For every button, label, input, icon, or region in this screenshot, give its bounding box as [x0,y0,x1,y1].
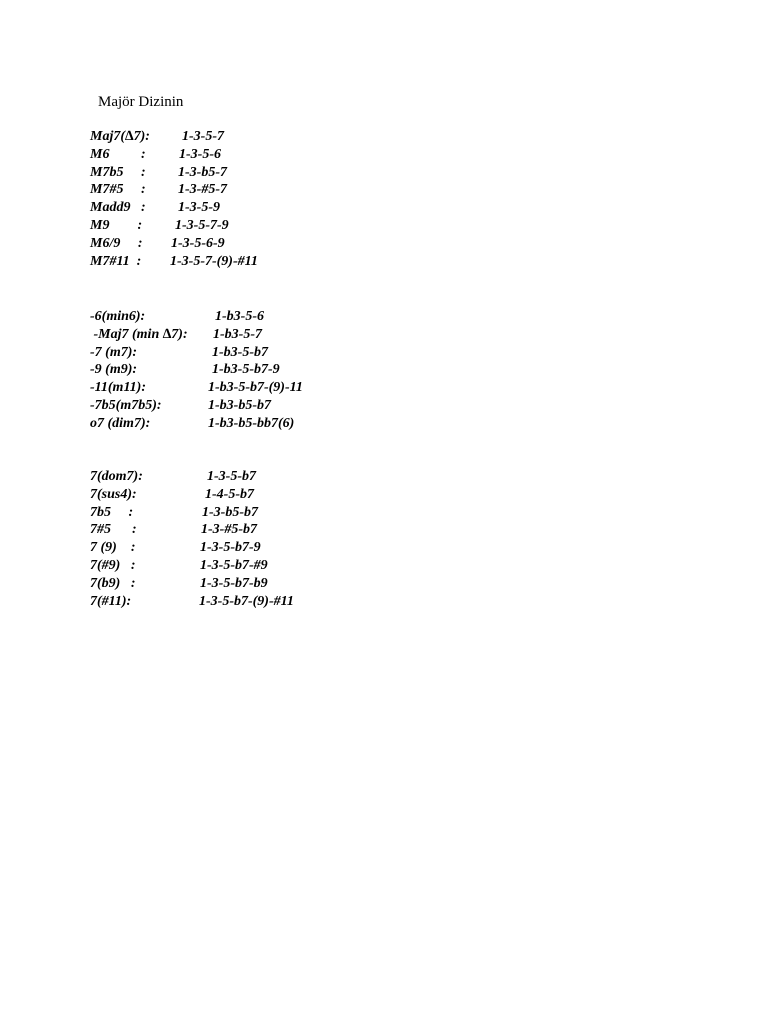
chord-name: M6/9 : [90,235,143,251]
chord-formula: 1-b3-5-b7 [212,344,268,360]
chord-name: o7 (dim7): [90,415,151,431]
chord-name: 7(b9) : [90,575,136,591]
chord-name: 7(sus4): [90,486,137,502]
chord-formula: 1-3-#5-7 [178,182,227,198]
chord-formula: 1-3-5-9 [178,200,220,216]
chord-formula: 1-3-5-7-(9)-#11 [170,253,258,269]
chord-name: M7b5 : [90,164,146,180]
chord-formula: 1-b3-5-b7-9 [212,362,280,378]
chord-formula: 1-b3-5-b7-(9)-11 [208,380,303,396]
page-title: Majör Dizinin [98,94,184,110]
chord-formula: 1-3-5-7 [182,129,224,144]
chord-formula: 1-3-5-b7-(9)-#11 [199,593,294,609]
chord-name: M9 : [90,217,143,233]
chord-name: -11(m11): [90,380,146,396]
chord-formula: 1-3-5-7-9 [175,217,229,233]
chord-name: -7 (m7): [90,344,138,360]
chord-name: -6(min6): [90,309,146,324]
chord-formula: 1-3-5-6-9 [171,235,225,251]
chord-formula: 1-3-b5-b7 [202,504,258,520]
chord-name: M7#11 : [90,253,142,269]
chord-name: 7#5 : [90,522,137,538]
chord-formula: 1-3-5-6 [179,146,221,162]
chord-name: -7b5(m7b5): [90,397,162,413]
chord-formula: 1-3-5-b7-b9 [200,575,268,591]
chord-formula: 1-3-5-b7-9 [200,540,261,556]
chord-formula: 1-b3-b5-bb7(6) [208,415,295,431]
chord-name: Madd9 : [90,200,146,216]
chord-name: 7(#11): [90,593,132,609]
chord-name: -9 (m9): [90,362,138,378]
chord-formula: 1-3-b5-7 [178,164,227,180]
chord-formula: 1-b3-5-7 [213,326,262,342]
chord-name: 7(dom7): [90,469,143,484]
chord-formula: 1-4-5-b7 [205,486,254,502]
chord-formula: 1-3-5-b7 [207,469,256,484]
chord-name: M7#5 : [90,182,146,198]
chord-name: 7b5 : [90,504,134,520]
chord-formula: 1-3-5-b7-#9 [200,557,268,573]
chord-name: -Maj7 (min ∆7): [90,326,188,342]
chord-name: 7 (9) : [90,540,136,556]
chord-formula: 1-3-#5-b7 [201,522,257,538]
chord-name: M6 : [90,146,146,162]
chord-formula: 1-b3-5-6 [215,309,264,324]
chord-name: Maj7(∆7): [90,129,150,144]
chord-formula: 1-b3-b5-b7 [208,397,271,413]
chord-name: 7(#9) : [90,557,136,573]
